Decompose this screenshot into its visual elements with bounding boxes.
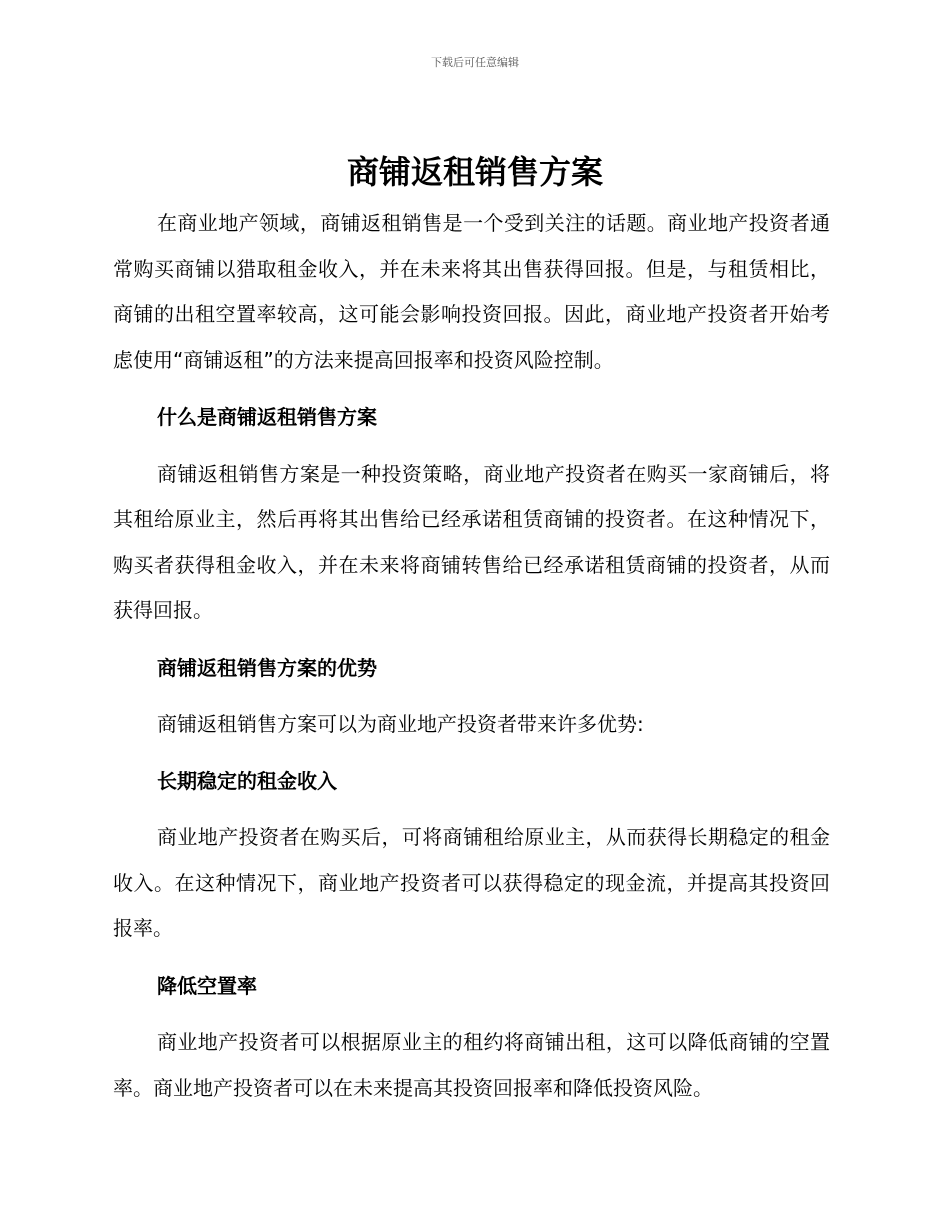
paragraph-what-is: 商铺返租销售方案是一种投资策略，商业地产投资者在购买一家商铺后，将其租给原业主，然后再将其出售给已经承诺租赁商铺的投资者。在这种情况下，购买者获得租金收入，并在未来将商铺转售给已经承诺租赁商铺的投资者，从而获得回报。 [113, 461, 830, 622]
document-title: 商铺返租销售方案 [346, 153, 603, 191]
heading-advantages: 商铺返租销售方案的优势 [157, 655, 377, 680]
intro-paragraph: 在商业地产领域，商铺返租销售是一个受到关注的话题。商业地产投资者通常购买商铺以猎取租金收入，并在未来将其出售获得回报。但是，与租赁相比，商铺的出租空置率较高，这可能会影响投资回报。因此，商业地产投资者开始考虑使用“商铺返租”的方法来提高回报率和投资风险控制。 [113, 211, 830, 372]
paragraph-lower-vacancy: 商业地产投资者可以根据原业主的租约将商铺出租，这可以降低商铺的空置率。商业地产投资者可以在未来提高其投资回报率和降低投资风险。 [113, 1030, 830, 1100]
document-body [113, 201, 830, 1111]
heading-what-is: 什么是商铺返租销售方案 [157, 405, 377, 429]
heading-stable-income: 长期稳定的租金收入 [157, 768, 337, 793]
paragraph-stable-income: 商业地产投资者在购买后，可将商铺租给原业主，从而获得长期稳定的租金收入。在这种情况下，商业地产投资者可以获得稳定的现金流，并提高其投资回报率。 [113, 825, 830, 940]
paragraph-advantages: 商铺返租销售方案可以为商业地产投资者带来许多优势: [157, 712, 644, 736]
heading-lower-vacancy: 降低空置率 [157, 973, 257, 998]
header-note: 下载后可任意编辑 [431, 56, 519, 69]
